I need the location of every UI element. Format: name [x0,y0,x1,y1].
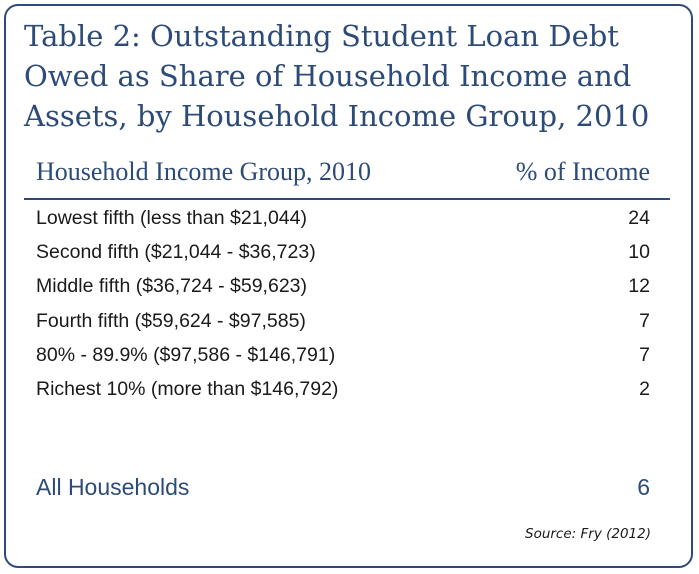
total-value: 6 [637,474,650,500]
income-group-cell: Lowest fifth (less than $21,044) [36,207,307,229]
column-header-percent-income: % of Income [515,157,650,186]
percent-income-cell: 24 [628,207,650,229]
table-title: Table 2: Outstanding Student Loan Debt Owed as Share of Household Income and Assets, by Household Income Group, 2010 [24,19,650,133]
income-group-cell: 80% - 89.9% ($97,586 - $146,791) [36,343,336,366]
income-group-cell: Middle fifth ($36,724 - $59,623) [36,275,308,298]
percent-income-cell: 7 [639,309,650,332]
table-row [36,305,650,339]
source-note: Source: Fry (2012) [525,526,651,542]
total-label: All Households [36,474,190,500]
total-row [36,474,650,508]
column-header-income-group: Household Income Group, 2010 [36,157,372,186]
table-row [36,236,650,270]
percent-income-cell: 12 [628,275,650,298]
percent-income-cell: 2 [639,377,650,400]
table-row [36,373,650,407]
income-group-cell: Richest 10% (more than $146,792) [36,377,339,400]
table-row [36,202,650,236]
table-row [36,270,650,304]
table-row [36,339,650,373]
table-header [36,157,652,193]
header-divider [24,198,670,200]
percent-income-cell: 10 [628,241,650,264]
table-body [36,202,650,407]
income-group-cell: Second fifth ($21,044 - $36,723) [36,241,316,264]
percent-income-cell: 7 [639,343,650,366]
income-group-cell: Fourth fifth ($59,624 - $97,585) [36,309,306,332]
